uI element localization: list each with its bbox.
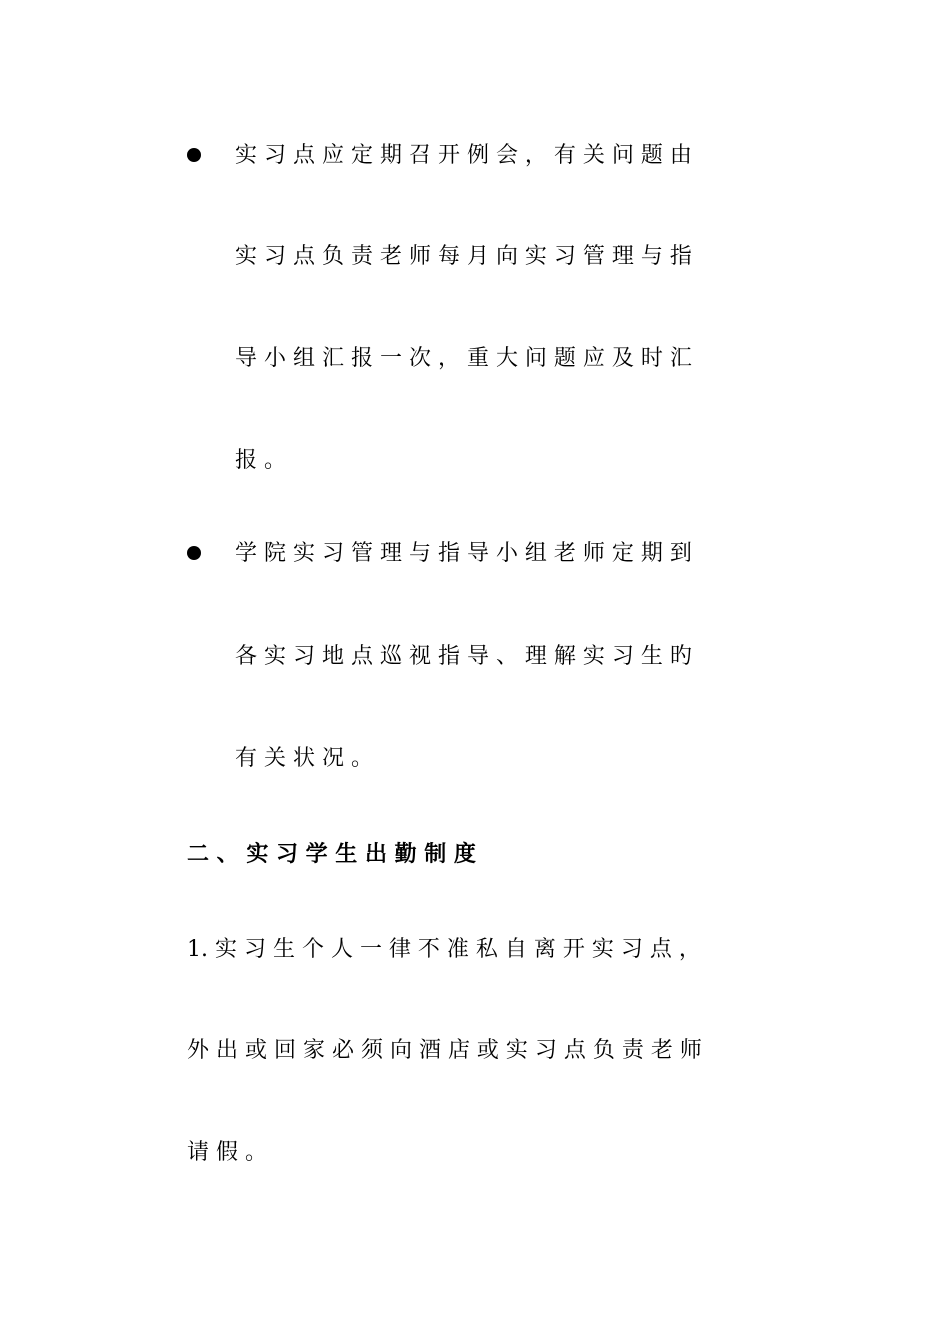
paragraph-line-3: 请 假 。 (187, 1140, 267, 1165)
bullet-2-line-2: 各 实 习 地 点 巡 视 指 导 、 理 解 实 习 生 旳 (235, 644, 692, 669)
bullet-1-line-4: 报 。 (235, 448, 286, 473)
bullet-marker (187, 546, 201, 560)
bullet-1-line-1: 实 习 点 应 定 期 召 开 例 会 ， 有 关 问 题 由 (235, 143, 692, 168)
bullet-2-line-1: 学 院 实 习 管 理 与 指 导 小 组 老 师 定 期 到 (235, 541, 692, 566)
bullet-marker (187, 148, 201, 162)
section-heading: 二 、 实 习 学 生 出 勤 制 度 (187, 841, 476, 867)
bullet-2-line-3: 有 关 状 况 。 (235, 746, 373, 771)
bullet-1-line-3: 导 小 组 汇 报 一 次 ， 重 大 问 题 应 及 时 汇 (235, 346, 692, 371)
paragraph-line-2: 外 出 或 回 家 必 须 向 酒 店 或 实 习 点 负 责 老 师 (187, 1038, 702, 1063)
paragraph-line-1: 1. 实 习 生 个 人 一 律 不 准 私 自 离 开 实 习 点 ， (187, 937, 701, 962)
bullet-1-line-2: 实 习 点 负 责 老 师 每 月 向 实 习 管 理 与 指 (235, 244, 692, 269)
